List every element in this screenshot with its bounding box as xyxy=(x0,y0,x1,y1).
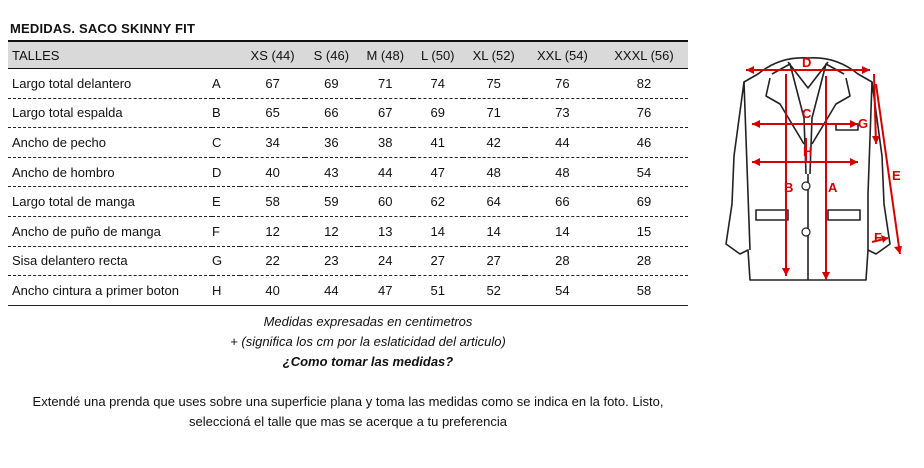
instructions-block xyxy=(8,392,688,432)
how-to-measure-question: ¿Como tomar las medidas? xyxy=(282,354,454,369)
header-size: XS (44) xyxy=(240,41,305,69)
header-size: M (48) xyxy=(358,41,414,69)
measure-value: 47 xyxy=(413,157,463,187)
jacket-diagram xyxy=(706,44,912,284)
measure-value: 64 xyxy=(463,187,525,217)
measure-value: 82 xyxy=(600,69,688,99)
header-letter-blank xyxy=(212,41,240,69)
button-icon xyxy=(802,182,810,190)
measure-value: 36 xyxy=(305,128,357,158)
measure-value: 14 xyxy=(463,216,525,246)
measure-label: Largo total delantero xyxy=(8,69,212,99)
measure-letter: D xyxy=(212,157,240,187)
notes-block xyxy=(8,312,728,372)
table-header-row xyxy=(8,41,688,69)
measure-value: 65 xyxy=(240,98,305,128)
measure-value: 28 xyxy=(525,246,600,276)
measure-value: 74 xyxy=(413,69,463,99)
measure-value: 27 xyxy=(413,246,463,276)
measure-value: 15 xyxy=(600,216,688,246)
jacket-outline-icon xyxy=(726,58,890,280)
measure-letter: C xyxy=(212,128,240,158)
measure-value: 54 xyxy=(600,157,688,187)
measure-value: 69 xyxy=(305,69,357,99)
button-icon xyxy=(802,228,810,236)
measure-value: 40 xyxy=(240,157,305,187)
measure-label: Ancho de pecho xyxy=(8,128,212,158)
size-table xyxy=(8,40,688,306)
measure-label: Largo total de manga xyxy=(8,187,212,217)
measure-value: 12 xyxy=(240,216,305,246)
measure-value: 67 xyxy=(240,69,305,99)
measure-value: 28 xyxy=(600,246,688,276)
measure-value: 40 xyxy=(240,276,305,306)
measure-value: 75 xyxy=(463,69,525,99)
measure-value: 44 xyxy=(305,276,357,306)
measure-value: 42 xyxy=(463,128,525,158)
measure-value: 62 xyxy=(413,187,463,217)
measure-label: Ancho cintura a primer boton xyxy=(8,276,212,306)
measure-label: Largo total espalda xyxy=(8,98,212,128)
measure-value: 76 xyxy=(525,69,600,99)
measure-value: 71 xyxy=(463,98,525,128)
measure-value: 23 xyxy=(305,246,357,276)
measure-value: 69 xyxy=(413,98,463,128)
measure-letter: A xyxy=(212,69,240,99)
measure-value: 14 xyxy=(413,216,463,246)
label-d: D xyxy=(802,55,812,70)
measure-value: 38 xyxy=(358,128,414,158)
measure-value: 71 xyxy=(358,69,414,99)
table-row xyxy=(8,157,688,187)
header-size: XXXL (56) xyxy=(600,41,688,69)
measure-letter: F xyxy=(212,216,240,246)
measure-value: 54 xyxy=(525,276,600,306)
header-size: L (50) xyxy=(413,41,463,69)
measure-value: 13 xyxy=(358,216,414,246)
measure-value: 43 xyxy=(305,157,357,187)
measure-letter: G xyxy=(212,246,240,276)
measure-label: Ancho de hombro xyxy=(8,157,212,187)
measure-value: 51 xyxy=(413,276,463,306)
units-note: Medidas expresadas en centimetros xyxy=(263,314,473,329)
header-size: XXL (54) xyxy=(525,41,600,69)
elasticity-note: + (significa los cm por la eslaticidad del articulo) xyxy=(230,334,506,349)
measure-value: 44 xyxy=(525,128,600,158)
page-title: MEDIDAS. SACO SKINNY FIT xyxy=(10,21,196,36)
table-row xyxy=(8,216,688,246)
header-size: S (46) xyxy=(305,41,357,69)
table-row xyxy=(8,246,688,276)
measure-value: 58 xyxy=(240,187,305,217)
measure-value: 44 xyxy=(358,157,414,187)
measure-value: 52 xyxy=(463,276,525,306)
label-f: F xyxy=(874,230,882,245)
measure-value: 24 xyxy=(358,246,414,276)
label-a: A xyxy=(828,180,838,195)
header-talles: TALLES xyxy=(8,41,212,69)
label-e: E xyxy=(892,168,901,183)
label-c: C xyxy=(802,106,812,121)
header-size: XL (52) xyxy=(463,41,525,69)
measure-value: 59 xyxy=(305,187,357,217)
measure-value: 67 xyxy=(358,98,414,128)
instructions-line: seleccioná el talle que mas se acerque a tu preferencia xyxy=(189,414,507,429)
table-row xyxy=(8,187,688,217)
measure-value: 12 xyxy=(305,216,357,246)
measure-value: 46 xyxy=(600,128,688,158)
measure-value: 34 xyxy=(240,128,305,158)
label-b: B xyxy=(784,180,794,195)
measure-value: 48 xyxy=(463,157,525,187)
measure-value: 27 xyxy=(463,246,525,276)
measure-value: 66 xyxy=(305,98,357,128)
measure-value: 14 xyxy=(525,216,600,246)
measure-value: 76 xyxy=(600,98,688,128)
table-row xyxy=(8,69,688,99)
table-row xyxy=(8,128,688,158)
measure-letter: B xyxy=(212,98,240,128)
measure-value: 47 xyxy=(358,276,414,306)
measure-value: 22 xyxy=(240,246,305,276)
measure-label: Ancho de puño de manga xyxy=(8,216,212,246)
measure-letter: E xyxy=(212,187,240,217)
table-row xyxy=(8,98,688,128)
measure-value: 69 xyxy=(600,187,688,217)
measure-value: 66 xyxy=(525,187,600,217)
instructions-line: Extendé una prenda que uses sobre una superficie plana y toma las medidas como se indica en la foto. Listo, xyxy=(32,394,664,409)
measure-label: Sisa delantero recta xyxy=(8,246,212,276)
measure-value: 41 xyxy=(413,128,463,158)
measure-value: 58 xyxy=(600,276,688,306)
measure-value: 60 xyxy=(358,187,414,217)
label-h: H xyxy=(803,144,813,159)
table-row xyxy=(8,276,688,306)
label-g: G xyxy=(858,116,869,131)
measure-value: 73 xyxy=(525,98,600,128)
measure-letter: H xyxy=(212,276,240,306)
measure-value: 48 xyxy=(525,157,600,187)
